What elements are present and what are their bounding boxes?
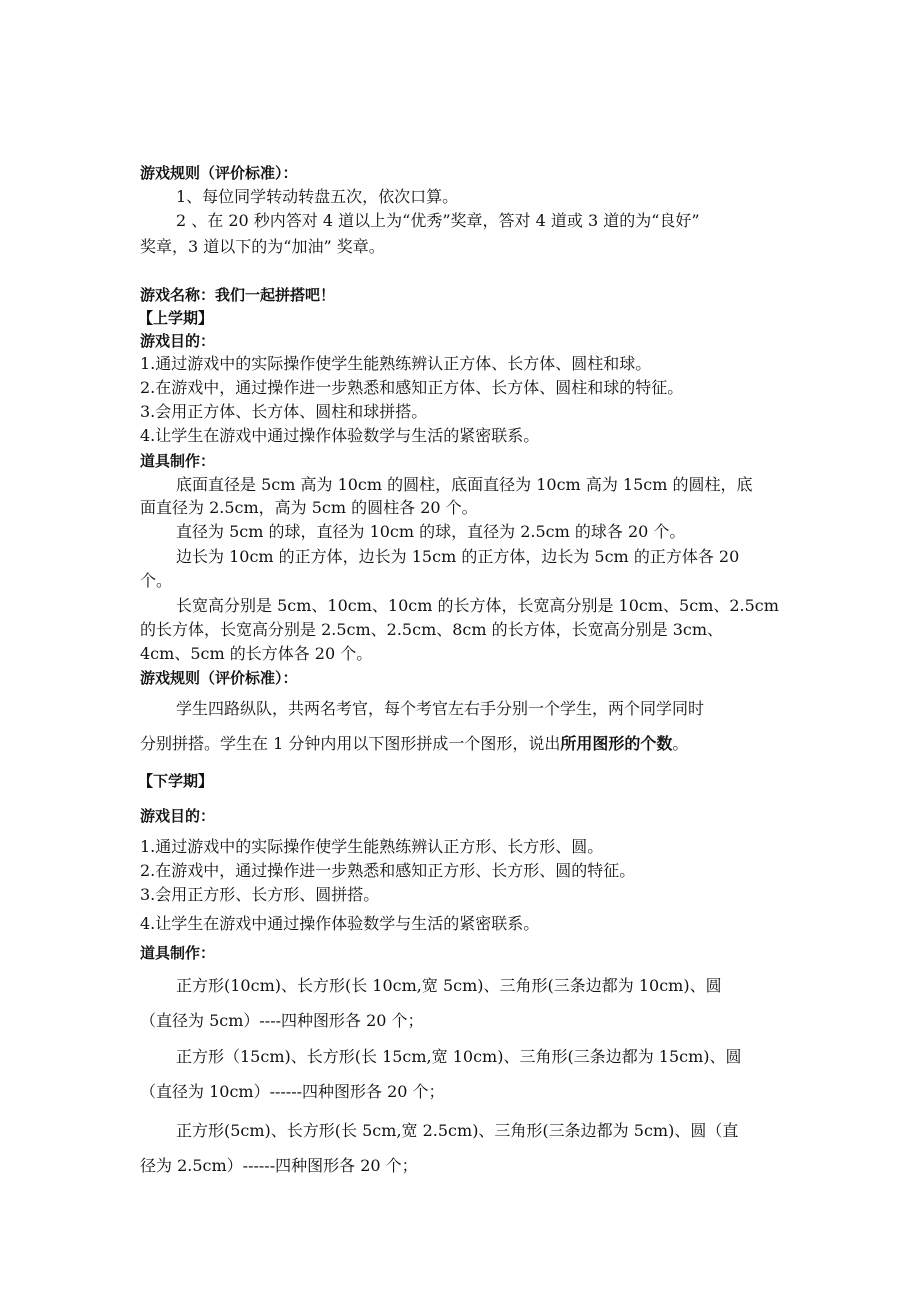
props-lower-2: （直径为 5cm）----四种图形各 20 个；: [140, 1011, 424, 1030]
props-upper-5: 个。: [140, 571, 173, 590]
rule-1: 1、每位同学转动转盘五次，依次口算。: [176, 187, 459, 206]
rules-upper-line-1: 学生四路纵队，共两名考官，每个考官左右手分别一个学生，两个同学同时: [176, 699, 705, 718]
props-lower-3: 正方形（15cm)、长方形(长 15cm,宽 10cm)、三角形(三条边都为 15cm)、圆: [176, 1047, 742, 1066]
props-lower-6: 径为 2.5cm）------四种图形各 20 个；: [140, 1156, 418, 1175]
rules-title-2: 游戏规则（评价标准）：: [140, 669, 298, 687]
goal-lower-1: 1.通过游戏中的实际操作使学生能熟练辨认正方形、长方形、圆。: [140, 837, 604, 856]
props-upper-8: 4cm、5cm 的长方体各 20 个。: [140, 644, 373, 663]
goal-title-lower: 游戏目的：: [140, 807, 216, 825]
goal-lower-3: 3.会用正方形、长方形、圆拼搭。: [140, 885, 380, 904]
rules-upper-line-2-plain: 分别拼搭。学生在 1 分钟内用以下图形拼成一个图形，说出: [140, 734, 561, 753]
props-lower-1: 正方形(10cm)、长方形(长 10cm,宽 5cm)、三角形(三条边都为 10cm)、圆: [176, 976, 722, 995]
props-upper-6: 长宽高分别是 5cm、10cm、10cm 的长方体，长宽高分别是 10cm、5cm、2.5cm: [176, 596, 779, 615]
term-lower-heading: 【下学期】: [138, 772, 214, 790]
goal-lower-4: 4.让学生在游戏中通过操作体验数学与生活的紧密联系。: [140, 914, 540, 933]
rules-upper-line-2: [140, 733, 688, 755]
props-upper-2: 面直径为 2.5cm，高为 5cm 的圆柱各 20 个。: [140, 498, 478, 517]
props-upper-7: 的长方体，长宽高分别是 2.5cm、2.5cm、8cm 的长方体，长宽高分别是 3cm、: [140, 620, 724, 639]
props-upper-3: 直径为 5cm 的球，直径为 10cm 的球，直径为 2.5cm 的球各 20 个。: [176, 522, 686, 541]
goal-lower-2: 2.在游戏中，通过操作进一步熟悉和感知正方形、长方形、圆的特征。: [140, 861, 636, 880]
rule-2-line-2: 奖章，3 道以下的为“加油” 奖章。: [140, 237, 385, 256]
rules-upper-line-2-bold: 所用图形的个数: [560, 734, 673, 753]
term-upper-heading: 【上学期】: [138, 309, 214, 327]
goal-upper-2: 2.在游戏中，通过操作进一步熟悉和感知正方体、长方体、圆柱和球的特征。: [140, 378, 684, 397]
rules-title-1: 游戏规则（评价标准）：: [140, 164, 298, 182]
goal-upper-4: 4.让学生在游戏中通过操作体验数学与生活的紧密联系。: [140, 426, 540, 445]
goal-upper-1: 1.通过游戏中的实际操作使学生能熟练辨认正方体、长方体、圆柱和球。: [140, 354, 652, 373]
rule-2-line-1: 2 、在 20 秒内答对 4 道以上为“优秀”奖章，答对 4 道或 3 道的为“良好”: [176, 211, 700, 230]
props-lower-4: （直径为 10cm）------四种图形各 20 个；: [140, 1082, 445, 1101]
props-upper-4: 边长为 10cm 的正方体，边长为 15cm 的正方体，边长为 5cm 的正方体各 20: [176, 547, 740, 566]
props-title-lower: 道具制作：: [140, 944, 216, 962]
props-title-upper: 道具制作：: [140, 452, 216, 470]
goal-title-upper: 游戏目的：: [140, 332, 216, 350]
props-lower-5: 正方形(5cm)、长方形(长 5cm,宽 2.5cm)、三角形(三条边都为 5cm)、圆（直: [176, 1121, 739, 1140]
game-name: 游戏名称：我们一起拼搭吧！: [140, 286, 336, 304]
props-upper-1: 底面直径是 5cm 高为 10cm 的圆柱，底面直径为 10cm 高为 15cm 的圆柱，底: [176, 475, 753, 494]
rules-upper-line-2-end: 。: [672, 734, 689, 753]
goal-upper-3: 3.会用正方体、长方体、圆柱和球拼搭。: [140, 402, 428, 421]
